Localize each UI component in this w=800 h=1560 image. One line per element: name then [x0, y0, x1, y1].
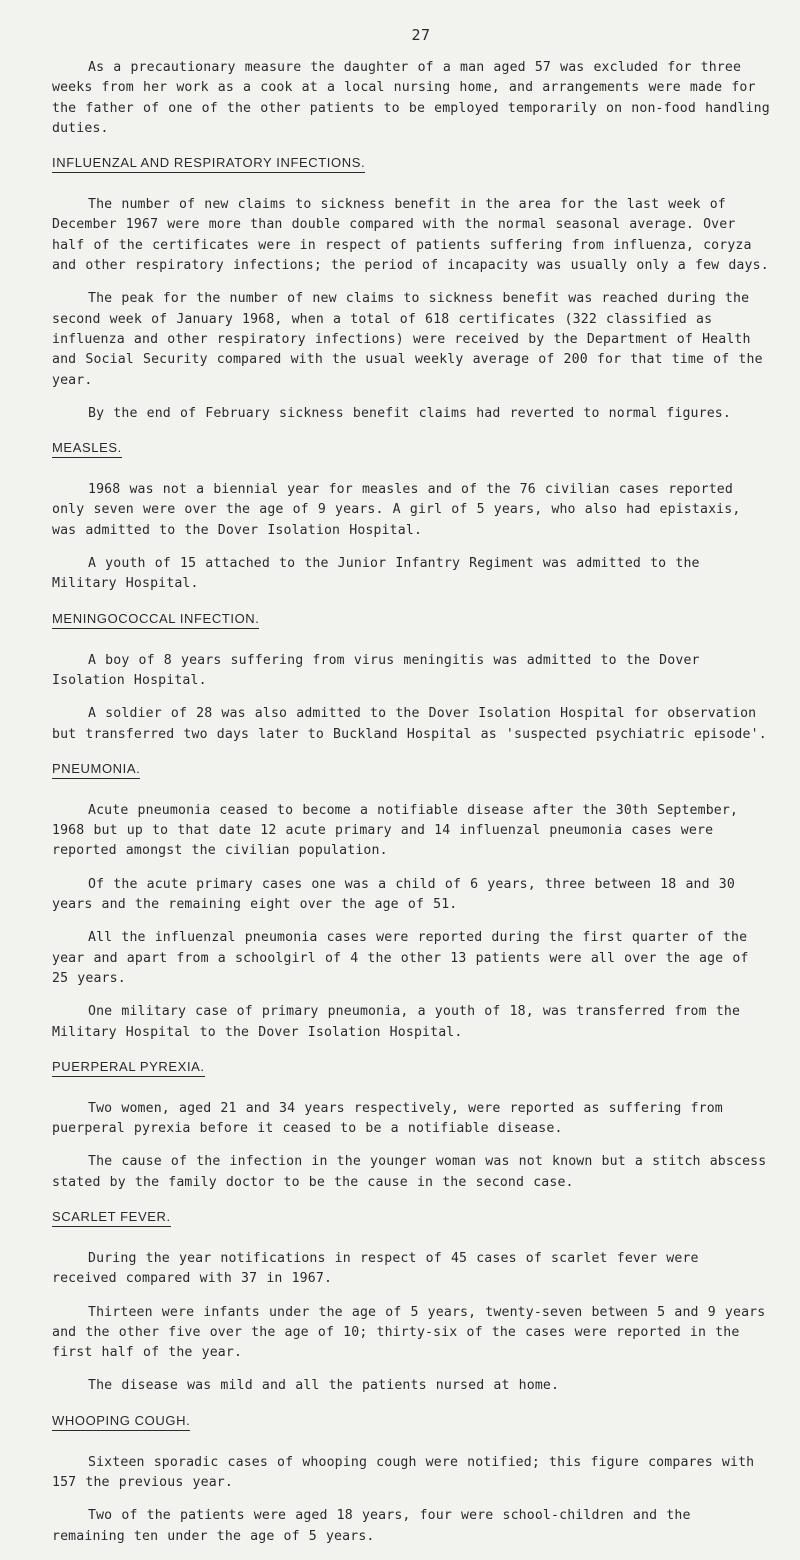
section-heading: PNEUMONIA.	[52, 761, 140, 779]
paragraph: During the year notifications in respect of 45 cases of scarlet fever were received compared with 37 in 1967.	[52, 1250, 699, 1287]
paragraph: A youth of 15 attached to the Junior Infantry Regiment was admitted to the Military Hospital.	[52, 556, 700, 592]
section-whooping-cough	[52, 1410, 772, 1547]
intro-paragraph: As a precautionary measure the daughter of a man aged 57 was excluded for three weeks from her work as a cook at a local nursing home, and arrangements were made for the father of one of the other patients to be employed temporarily on non-food handling duties.	[52, 60, 770, 136]
paragraph: A boy of 8 years suffering from virus meningitis was admitted to the Dover Isolation Hospital.	[52, 652, 700, 688]
paragraph: 1968 was not a biennial year for measles and of the 76 civilian cases reported only seven were over the age of 9 years. A girl of 5 years, who also had epistaxis, was admitted to the Dover Isolation Hospital.	[52, 482, 741, 538]
paragraph: Two of the patients were aged 18 years, four were school-children and the remaining ten under the age of 5 years.	[52, 1508, 691, 1544]
paragraph: Acute pneumonia ceased to become a notifiable disease after the 30th September, 1968 but up to that date 12 acute primary and 14 influenzal pneumonia cases were reported amongst the civilian population.	[52, 802, 739, 859]
section-heading: SCARLET FEVER.	[52, 1209, 171, 1227]
section-heading: WHOOPING COUGH.	[52, 1413, 190, 1431]
paragraph: The disease was mild and all the patients nursed at home.	[88, 1378, 560, 1394]
paragraph: The number of new claims to sickness benefit in the area for the last week of December 1967 were more than double compared with the normal seasonal average. Over half of the certificates were in respect of patients suffering from influenza, coryza and other respiratory infections; the period of incapacity was usually only a few days.	[52, 197, 769, 274]
section-meningococcal	[52, 608, 772, 745]
section-heading: MEASLES.	[52, 440, 122, 458]
paragraph: Two women, aged 21 and 34 years respectively, were reported as suffering from puerperal pyrexia before it ceased to be a notifiable disease.	[52, 1100, 723, 1137]
section-measles	[52, 437, 772, 594]
section-heading: INFLUENZAL AND RESPIRATORY INFECTIONS.	[52, 155, 365, 173]
paragraph: Sixteen sporadic cases of whooping cough were notified; this figure compares with 157 the previous year.	[52, 1454, 755, 1491]
section-heading: PUERPERAL PYREXIA.	[52, 1059, 205, 1077]
page-number: 27	[411, 26, 431, 44]
paragraph: One military case of primary pneumonia, a youth of 18, was transferred from the Military Hospital to the Dover Isolation Hospital.	[52, 1004, 741, 1040]
section-scarlet-fever	[52, 1206, 772, 1397]
paragraph: The peak for the number of new claims to sickness benefit was reached during the second week of January 1968, when a total of 618 certificates (322 classified as influenza and other respiratory infections) were received by the Department of Health and Social Security compared with the usual weekly average of 200 for that time of the year.	[52, 291, 763, 388]
paragraph: By the end of February sickness benefit claims had reverted to normal figures.	[88, 405, 731, 421]
paragraph: Of the acute primary cases one was a child of 6 years, three between 18 and 30 years and the remaining eight over the age of 51.	[52, 876, 735, 913]
section-heading: MENINGOCOCCAL INFECTION.	[52, 611, 259, 629]
section-influenzal	[52, 152, 772, 424]
section-puerperal-pyrexia	[52, 1056, 772, 1193]
paragraph: Thirteen were infants under the age of 5 years, twenty-seven between 5 and 9 years and the other five over the age of 10; thirty-six of the cases were reported in the first half of the year.	[52, 1304, 766, 1361]
section-pneumonia	[52, 758, 772, 1043]
document-page	[52, 26, 772, 1560]
paragraph: All the influenzal pneumonia cases were reported during the first quarter of the year and apart from a schoolgirl of 4 the other 13 patients were all over the age of 25 years.	[52, 930, 749, 986]
paragraph: The cause of the infection in the younger woman was not known but a stitch abscess stated by the family doctor to be the cause in the second case.	[52, 1154, 767, 1190]
paragraph: A soldier of 28 was also admitted to the Dover Isolation Hospital for observation but transferred two days later to Buckland Hospital as 'suspected psychiatric episode'.	[52, 706, 767, 742]
